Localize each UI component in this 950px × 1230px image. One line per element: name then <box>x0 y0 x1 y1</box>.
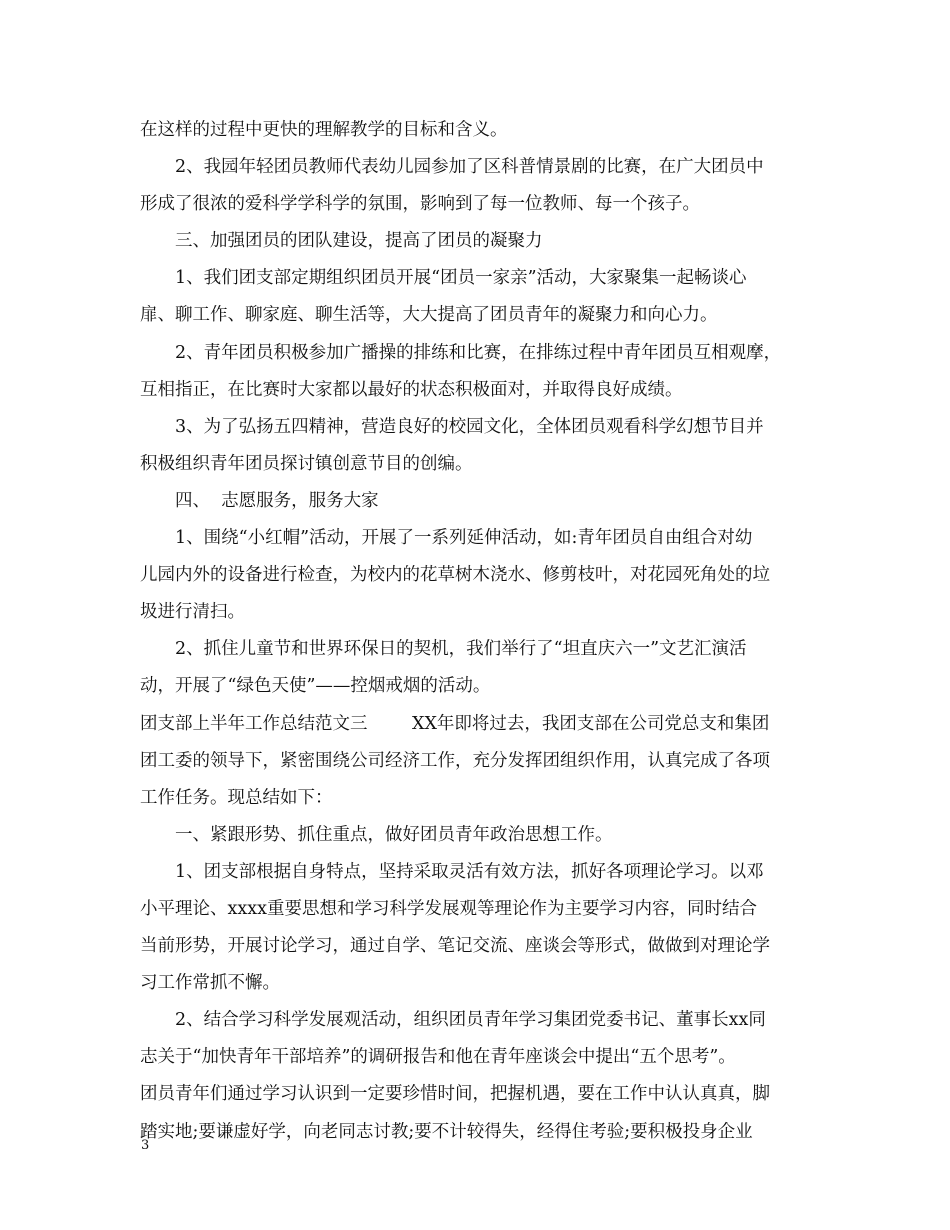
page-body <box>140 112 820 1151</box>
text-line: 团员青年们通过学习认识到一定要珍惜时间，把握机遇，要在工作中认认真真，脚 <box>140 1084 770 1105</box>
text-line: 互相指正，在比赛时大家都以最好的状态积极面对，并取得良好成绩。 <box>140 379 683 400</box>
text-line: 志关于“加快青年干部培养”的调研报告和他在青年座谈会中提出“五个思考”。 <box>140 1047 736 1068</box>
text-line: 2、青年团员积极参加广播操的排练和比赛，在排练过程中青年团员互相观摩， <box>175 342 782 363</box>
text-line: 形成了很浓的爱科学学科学的氛围，影响到了每一位教师、每一个孩子。 <box>140 194 700 215</box>
text-line: 1、我们团支部定期组织团员开展“团员一家亲”活动，大家聚集一起畅谈心 <box>175 268 747 289</box>
text-line: 四、 志愿服务，服务大家 <box>175 490 379 511</box>
text-line: 工作任务。现总结如下： <box>140 787 333 808</box>
text-line: 一、紧跟形势、抓住重点，做好团员青年政治思想工作。 <box>175 824 613 845</box>
text-line: 团支部上半年工作总结范文三 XX年即将过去，我团支部在公司党总支和集团 <box>140 713 770 734</box>
text-line: 当前形势，开展讨论学习，通过自学、笔记交流、座谈会等形式，做做到对理论学 <box>140 936 770 957</box>
text-line: 圾进行清扫。 <box>140 602 245 623</box>
text-line: 3、为了弘扬五四精神，营造良好的校园文化，全体团员观看科学幻想节目并 <box>175 416 764 437</box>
text-line: 儿园内外的设备进行检查，为校内的花草树木浇水、修剪枝叶，对花园死角处的垃 <box>140 565 770 586</box>
text-line: 1、团支部根据自身特点，坚持采取灵活有效方法，抓好各项理论学习。以邓 <box>175 861 764 882</box>
text-line: 团工委的领导下，紧密围绕公司经济工作，充分发挥团组织作用，认真完成了各项 <box>140 750 770 771</box>
text-line: 1、围绕“小红帽”活动，开展了一系列延伸活动，如:青年团员自由组合对幼 <box>175 528 753 549</box>
text-line: 2、我园年轻团员教师代表幼儿园参加了区科普情景剧的比赛，在广大团员中 <box>175 157 764 178</box>
text-line: 习工作常抓不懈。 <box>140 973 280 994</box>
text-line: 2、抓住儿童节和世界环保日的契机，我们举行了“坦直庆六一”文艺汇演活 <box>175 639 747 660</box>
text-line: 积极组织青年团员探讨镇创意节目的创编。 <box>140 453 473 474</box>
text-line: 在这样的过程中更快的理解教学的目标和含义。 <box>140 120 508 140</box>
text-line: 扉、聊工作、聊家庭、聊生活等，大大提高了团员青年的凝聚力和向心力。 <box>140 305 718 326</box>
text-line: 动，开展了“绿色天使”——控烟戒烟的活动。 <box>140 676 491 697</box>
text-line: 小平理论、xxxx重要思想和学习科学发展观等理论作为主要学习内容，同时结合 <box>140 898 757 919</box>
text-line: 三、加强团员的团队建设，提高了团员的凝聚力 <box>175 231 543 252</box>
page-number: 3 <box>141 1138 150 1153</box>
text-line: 2、结合学习科学发展观活动，组织团员青年学习集团党委书记、董事长xx同 <box>175 1010 766 1031</box>
text-line: 踏实地;要谦虚好学，向老同志讨教;要不计较得失，经得住考验;要积极投身企业 <box>140 1121 753 1142</box>
